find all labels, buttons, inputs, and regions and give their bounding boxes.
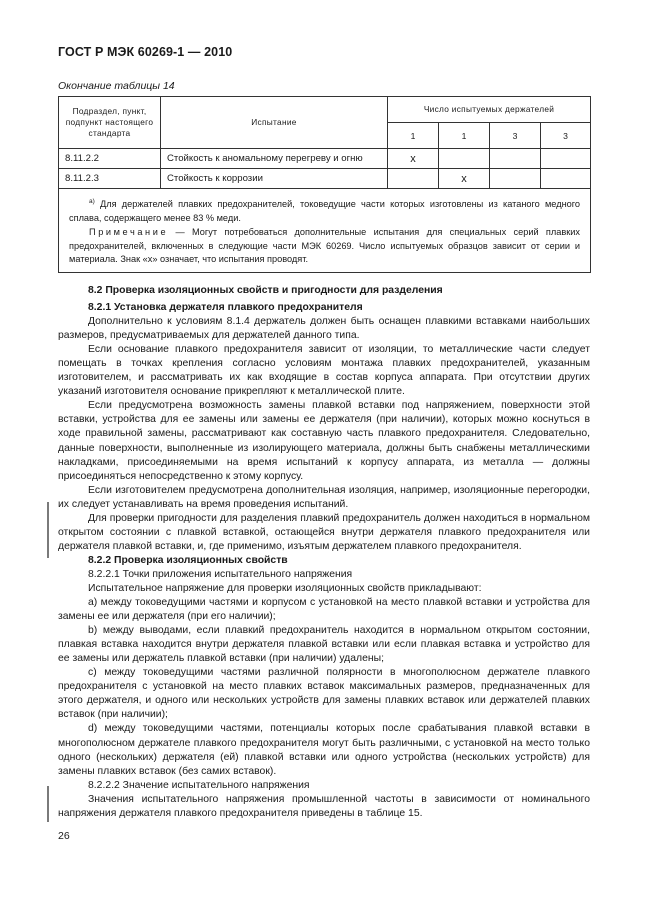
col-header-count: Число испытуемых держателей [388, 97, 591, 123]
paragraph: Испытательное напряжение для проверки изоляционных свойств прикладывают: [88, 582, 482, 594]
row-mark [541, 169, 591, 189]
section-heading-8-2-1: 8.2.1 Установка держателя плавкого предохранителя [88, 302, 363, 314]
col-header-subsection: Подраздел, пункт, подпункт настоящего стандарта [59, 97, 161, 149]
row-clause: 8.11.2.3 [59, 169, 161, 189]
list-item-b: b) между выводами, если плавкий предохранитель находится в нормальном открытом состоянии, плавкая вставка находится внутри держателя плавкой вставки или если плавкая вставка и устройство для ее замены или держатель плавкой вставки (при наличии) удалены; [58, 625, 590, 665]
table-caption: Окончание таблицы 14 [58, 80, 175, 92]
table-14 [58, 96, 591, 273]
subsection-heading-8-2-2-1: 8.2.2.1 Точки приложения испытательного напряжения [88, 568, 353, 580]
list-item-a: a) между токоведущими частями и корпусом с установкой на место плавкой вставки и устройства для замены ее или держателя (при его наличии); [58, 597, 590, 623]
table-note [69, 226, 580, 267]
row-mark [490, 149, 541, 169]
row-mark: x [388, 149, 439, 169]
subsection-heading-8-2-2-2: 8.2.2.2 Значение испытательного напряжения [88, 779, 310, 791]
footnote-mark: а) [89, 198, 95, 205]
note-label: Примечание [89, 227, 169, 238]
section-heading-8-2-2: 8.2.2 Проверка изоляционных свойств [88, 554, 288, 566]
row-mark [541, 149, 591, 169]
row-mark [439, 149, 490, 169]
paragraph: Если предусмотрена возможность замены плавкой вставки под напряжением, поверхности этой вставки, устройства для ее замены или замены ее держателя (при наличии), которых можно коснуться в ходе правильной замены, рассматривают как составную часть плавкого предохранителя. Следовательно, данные поверхности, выполненные из изолирующего материала, должны быть снабжены металлическими накладками, присоединяемыми на время испытаний к корпусу аппарата, из металла — должны присоединяться непосредственно к этому корпусу. [58, 400, 590, 482]
footnote-text: Для держателей плавких предохранителей, токоведущие части которых изготовлены из катаного медного сплава, содержащего менее 83 % меди. [69, 199, 581, 223]
list-item-d: d) между токоведущими частями, потенциалы которых после срабатывания плавкой вставки в многополюсном держателе плавкого предохранителя могут быть различными, с установкой на место только одного (нескольких) держателя (ей) плавкой вставки или одного устройства (нескольких устройств) для замены плавких вставок (без самих вставок). [58, 723, 590, 777]
paragraph: Для проверки пригодности для разделения плавкий предохранитель должен находиться в нормальном открытом состоянии с плавкой вставкой, остающейся внутри держателя плавкого предохранителя или держателя плавкой вставки, и, где применимо, изъятым держателем плавкого предохранителя. [58, 512, 590, 552]
row-test: Стойкость к аномальному перегреву и огню [161, 149, 388, 169]
count-col-3: 3 [490, 123, 541, 149]
count-col-1: 1 [388, 123, 439, 149]
change-bar [47, 502, 49, 558]
row-test: Стойкость к коррозии [161, 169, 388, 189]
count-col-4: 3 [541, 123, 591, 149]
table-footnote [69, 195, 580, 225]
row-mark: x [439, 169, 490, 189]
table-row [59, 149, 591, 169]
main-text [58, 284, 590, 821]
paragraph: Если изготовителем предусмотрена дополнительная изоляция, например, изоляционные перегородки, их следует устанавливать на время проведения испытаний. [58, 484, 590, 510]
count-col-2: 1 [439, 123, 490, 149]
note-text: — Могут потребоваться дополнительные испытания для специальных серий плавких предохранителей, включенных в следующие части МЭК 60269. Число испытуемых образцов зависит от серии и материала. Знак «х» означает, что испытания проводят. [69, 227, 581, 265]
page-number: 26 [58, 830, 70, 842]
row-clause: 8.11.2.2 [59, 149, 161, 169]
row-mark [388, 169, 439, 189]
change-bar [47, 786, 49, 822]
paragraph: Если основание плавкого предохранителя зависит от изоляции, то металлические части следует помещать в точках крепления согласно условиям монтажа плавких предохранителей, указанным изготовителем, и рассматривать их как входящие в состав корпуса аппарата. При отсутствии других указаний изготовителя основание прикрепляют к металлической плите. [58, 344, 590, 398]
paragraph: Значения испытательного напряжения промышленной частоты в зависимости от номинального напряжения держателя плавкого предохранителя приведены в таблице 15. [58, 793, 590, 819]
row-mark [490, 169, 541, 189]
table-notes [59, 189, 591, 273]
paragraph: Дополнительно к условиям 8.1.4 держатель должен быть оснащен плавкими вставками наибольших размеров, предусматриваемых для держателей данного типа. [58, 316, 590, 342]
col-header-test: Испытание [161, 97, 388, 149]
section-heading-8-2: 8.2 Проверка изоляционных свойств и пригодности для разделения [88, 285, 443, 296]
document-header: ГОСТ Р МЭК 60269-1 — 2010 [58, 45, 233, 59]
table-row [59, 169, 591, 189]
list-item-c: c) между токоведущими частями различной полярности в многополюсном держателе плавкого предохранителя с установкой на место плавких вставок максимальных размеров, предназначенных для этого держателя, и одного или нескольких устройств для замены плавких вставок или держателей плавких вставок (при наличии); [58, 667, 590, 721]
